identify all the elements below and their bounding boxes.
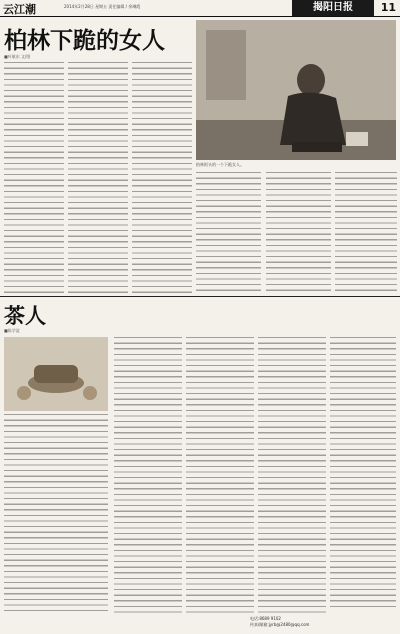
story2-text-column-4 <box>258 337 326 614</box>
masthead <box>0 0 400 17</box>
tea-image <box>4 337 108 411</box>
story1-photo-caption: 柏林街头的一个下跪女人。 <box>196 162 244 167</box>
kneeling-woman-image <box>196 20 396 160</box>
story1-text-column-6 <box>335 172 397 294</box>
story1-headline: 柏林下跪的女人 <box>4 27 165 54</box>
story1-text-column-5 <box>266 172 331 294</box>
page-number: 11 <box>380 1 396 14</box>
story2-text-column-2 <box>114 337 182 614</box>
story2-text-column-3 <box>186 337 254 614</box>
story2-text-column-1 <box>4 414 108 614</box>
story1-text-column-4 <box>196 172 261 294</box>
story1-text-column-3 <box>132 62 192 294</box>
section-divider <box>0 296 400 297</box>
story1-byline: ■叶耿东 文/图 <box>4 54 31 59</box>
story2-text-column-5 <box>330 337 396 607</box>
story1-text-column-2 <box>68 62 128 294</box>
editorial-contact <box>250 616 309 628</box>
section-title: 云江潮 <box>3 3 36 16</box>
story2-photo <box>4 337 108 411</box>
story2-headline: 茶人 <box>4 303 46 328</box>
story2-byline: ■陈学谊 <box>4 328 20 333</box>
story1-text-column-1 <box>4 62 64 294</box>
issue-meta: 2014年2月28日 星期五 责任编辑 / 余琳霞 <box>64 4 141 9</box>
phone-line: 电话:8689 9102 <box>250 616 281 621</box>
newspaper-logo: 揭阳日报 <box>292 0 374 16</box>
story1-photo <box>196 20 396 160</box>
fax-line: 传真/邮箱:jyrb@2480@qq.com <box>250 622 310 627</box>
